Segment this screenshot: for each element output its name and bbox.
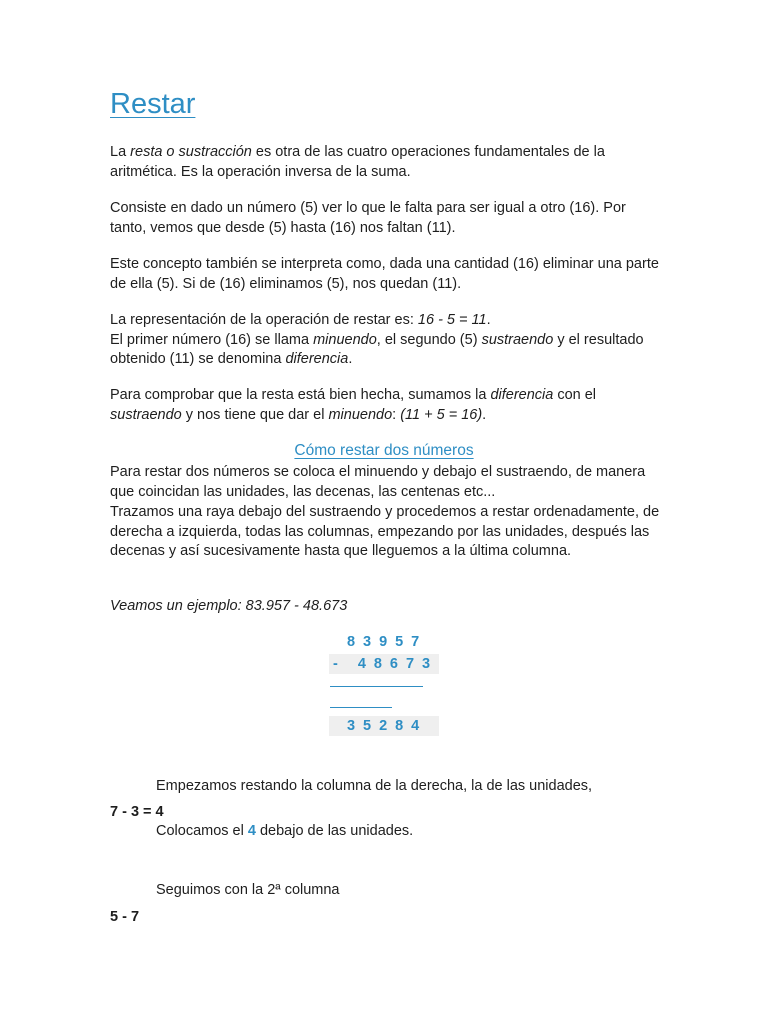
intro-paragraph: La resta o sustracción es otra de las cuatro operaciones fundamentales de la aritmética. Es la operación inversa de la suma. bbox=[110, 144, 605, 180]
method-paragraph: Para restar dos números se coloca el minuendo y debajo el sustraendo, de manera que coincidan las unidades, las decenas, las centenas etc... bbox=[110, 464, 646, 500]
minus-sign: - bbox=[333, 656, 346, 672]
check-paragraph: Para comprobar que la resta está bien hecha, sumamos la diferencia con el sustraendo y nos tiene que dar el minuendo: (11 + 5 = 16). bbox=[110, 387, 597, 423]
representation-paragraph: La representación de la operación de restar es: 16 - 5 = 11. El primer número (16) se llama minuendo, el segundo (5) sustraendo y el resultado obtenido (11) se denomina diferencia. bbox=[110, 312, 644, 367]
minuend-row: 83957 bbox=[347, 634, 428, 650]
subtrahend-digits: 48673 bbox=[357, 656, 439, 672]
step1-placement: Colocamos el 4 debajo de las unidades. bbox=[156, 823, 414, 839]
concept-paragraph: Consiste en dado un número (5) ver lo que le falta para ser igual a otro (16). Por tanto, vemos que desde (5) hasta (16) nos faltan (11). bbox=[110, 200, 626, 236]
subtrahend-row bbox=[329, 654, 439, 674]
procedure-paragraph: Trazamos una raya debajo del sustraendo y procedemos a restar ordenadamente, de derecha a izquierda, todas las columnas, empezando por las unidades, después las decenas y así sucesivamente hasta que lleguemos a la última columna. bbox=[110, 504, 660, 559]
subtraction-operation bbox=[329, 632, 439, 674]
step1-text: Empezamos restando la columna de la derecha, la de las unidades, bbox=[156, 778, 593, 794]
step2-text: Seguimos con la 2ª columna bbox=[156, 882, 340, 898]
example-line: Veamos un ejemplo: 83.957 - 48.673 bbox=[110, 598, 348, 614]
section-heading: Cómo restar dos números bbox=[294, 442, 474, 459]
interpretation-paragraph: Este concepto también se interpreta como, dada una cantidad (16) eliminar una parte de ella (5). Si de (16) eliminamos (5), nos quedan (11). bbox=[110, 256, 659, 292]
result-row: 35284 bbox=[329, 716, 439, 736]
step1-calc: 7 - 3 = 4 bbox=[110, 804, 164, 820]
result-operation bbox=[329, 716, 439, 736]
result-digit: 4 bbox=[247, 823, 256, 839]
step2-calc: 5 - 7 bbox=[110, 909, 140, 925]
page-title: Restar bbox=[110, 88, 196, 120]
operation-line bbox=[330, 707, 392, 708]
operation-line bbox=[330, 686, 423, 687]
